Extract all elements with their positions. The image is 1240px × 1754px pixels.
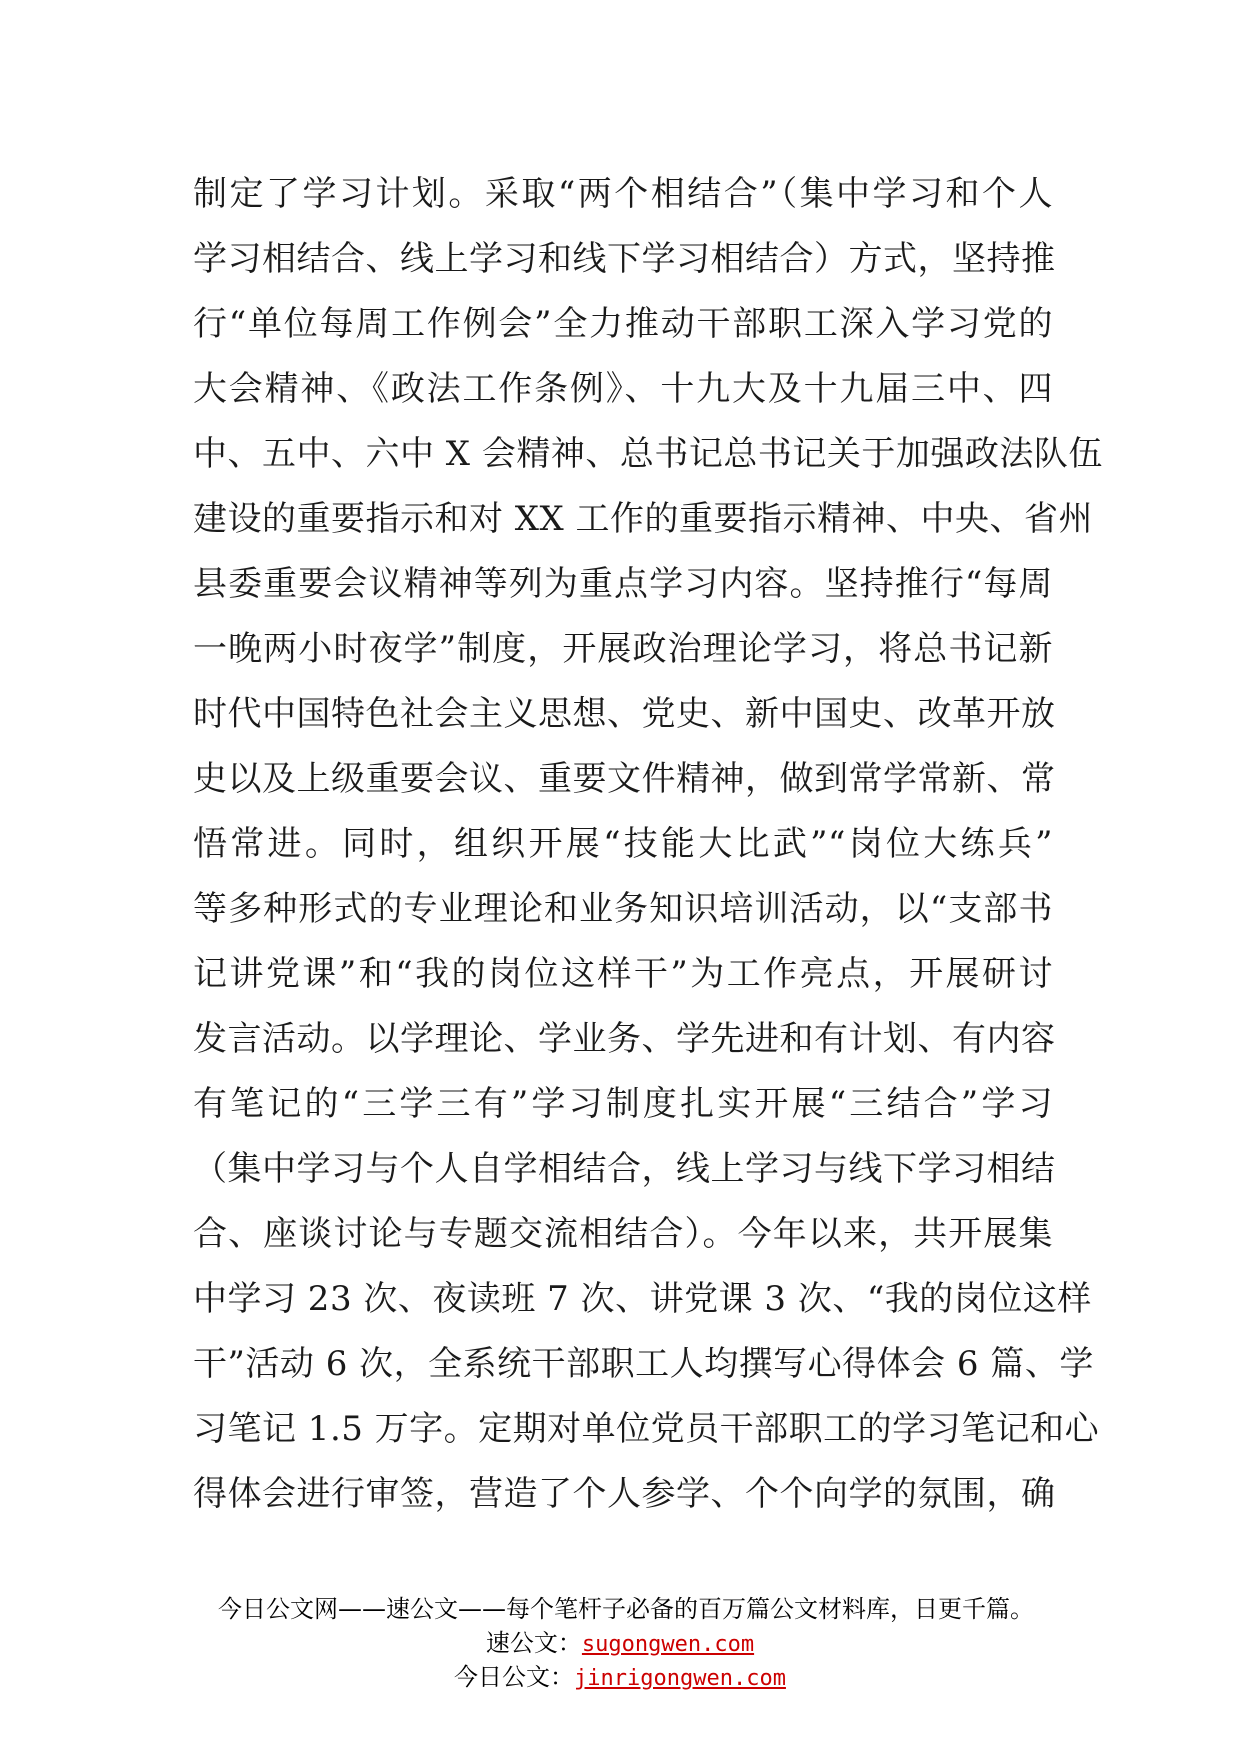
text-line: 时代中国特色社会主义思想、党史、新中国史、改革开放 [193, 694, 1056, 734]
footer-label-jinrigongwen: 今日公文： [454, 1663, 575, 1691]
text-line: 发言活动。以学理论、学业务、学先进和有计划、有内容 [193, 1019, 1056, 1059]
text-line: 合、座谈讨论与专题交流相结合）。今年以来，共开展集 [193, 1214, 1053, 1254]
text-line: 干”活动 6 次，全系统干部职工人均撰写心得体会 6 篇、学 [193, 1344, 1094, 1384]
text-line: 制定了学习计划。采取“两个相结合”（集中学习和个人 [193, 174, 1053, 214]
text-line: 中学习 23 次、夜读班 7 次、讲党课 3 次、“我的岗位这样 [193, 1279, 1092, 1319]
text-line: 建设的重要指示和对 XX 工作的重要指示精神、中央、省州 [193, 499, 1094, 539]
jinrigongwen-link[interactable]: jinrigongwen.com [574, 1666, 786, 1691]
text-line: 有笔记的“三学三有”学习制度扎实开展“三结合”学习 [193, 1084, 1053, 1124]
text-line: 习笔记 1.5 万字。定期对单位党员干部职工的学习笔记和心 [193, 1409, 1100, 1449]
text-line: 中、五中、六中 X 会精神、总书记总书记关于加强政法队伍 [193, 434, 1103, 474]
page-footer [0, 1592, 1240, 1694]
text-line: 学习相结合、线上学习和线下学习相结合）方式，坚持推 [193, 239, 1056, 279]
text-line: 记讲党课”和“我的岗位这样干”为工作亮点，开展研讨 [193, 954, 1053, 994]
text-line: 一晚两小时夜学”制度，开展政治理论学习，将总书记新 [193, 629, 1053, 669]
text-line: 县委重要会议精神等列为重点学习内容。坚持推行“每周 [193, 564, 1053, 604]
footer-label-sugongwen: 速公文： [485, 1629, 582, 1657]
footer-slogan: 今日公文网——速公文——每个笔杆子必备的百万篇公文材料库，日更千篇。 [218, 1595, 1034, 1623]
text-line: 史以及上级重要会议、重要文件精神，做到常学常新、常 [193, 759, 1056, 799]
footer-row-sugongwen [0, 1626, 1240, 1660]
text-line: 得体会进行审签，营造了个人参学、个个向学的氛围，确 [193, 1474, 1056, 1514]
text-line: 大会精神、《政法工作条例》、十九大及十九届三中、四 [193, 369, 1053, 409]
text-line: 悟常进。同时，组织开展“技能大比武”“岗位大练兵” [193, 824, 1053, 864]
body-paragraph [193, 162, 1103, 1527]
text-line: 等多种形式的专业理论和业务知识培训活动，以“支部书 [193, 889, 1053, 929]
sugongwen-link[interactable]: sugongwen.com [581, 1632, 755, 1657]
text-line: （集中学习与个人自学相结合，线上学习与线下学习相结 [193, 1149, 1056, 1189]
footer-row-jinrigongwen [0, 1660, 1240, 1694]
text-line: 行“单位每周工作例会”全力推动干部职工深入学习党的 [193, 304, 1053, 344]
